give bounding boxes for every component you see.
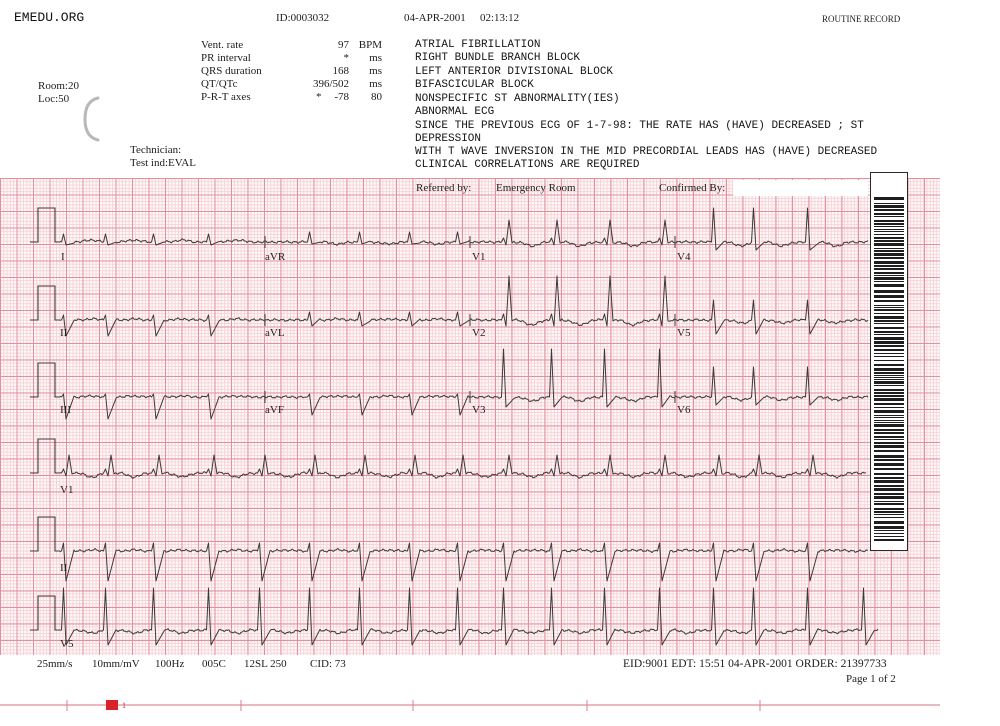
- axes-t-value: 80: [371, 91, 382, 103]
- rhythm-label-II: II: [60, 562, 68, 574]
- trace-V2: [470, 276, 675, 326]
- calibration-pulse-row2: [30, 286, 60, 320]
- calibration-pulse-row1: [30, 208, 60, 242]
- measurement-value-vent-rate: 97: [338, 39, 349, 51]
- trace-aVR: [265, 232, 470, 245]
- interpretation-line: WITH T WAVE INVERSION IN THE MID PRECORDIAL LEADS HAS (HAVE) DECREASED: [415, 146, 878, 158]
- lead-label-aVF: aVF: [265, 404, 284, 416]
- record-date: 04-APR-2001: [404, 12, 466, 24]
- referred-by-value: Emergency Room: [496, 182, 576, 194]
- loc: Loc:50: [38, 93, 70, 105]
- axes-label: P-R-T axes: [201, 91, 251, 103]
- rhythm-label-V1: V1: [60, 484, 74, 496]
- test-indication: Test ind:EVAL: [130, 157, 196, 169]
- lead-label-V6: V6: [677, 404, 691, 416]
- calibration-pulse-row3: [30, 363, 60, 397]
- footer-filter: 100Hz: [155, 658, 185, 670]
- measurement-value-pr-interval: *: [343, 52, 349, 64]
- interpretation-line: ABNORMAL ECG: [415, 106, 495, 118]
- measurement-unit-qrs-duration: ms: [369, 65, 382, 77]
- interpretation-line: RIGHT BUNDLE BRANCH BLOCK: [415, 52, 581, 64]
- interpretation-line: CLINICAL CORRELATIONS ARE REQUIRED: [415, 159, 640, 171]
- axes-p-value: *: [316, 91, 322, 103]
- trace-II: [60, 315, 265, 336]
- referred-by-label: Referred by:: [416, 182, 472, 194]
- measurement-unit-vent-rate: BPM: [358, 39, 382, 51]
- bracket-mark: [85, 98, 98, 140]
- interpretation-line: NONSPECIFIC ST ABNORMALITY(IES): [415, 93, 620, 105]
- trace-V6: [675, 367, 868, 405]
- lead-label-V3: V3: [472, 404, 486, 416]
- footer-code: 005C: [202, 658, 226, 670]
- interpretation-line: SINCE THE PREVIOUS ECG OF 1-7-98: THE RATE HAS (HAVE) DECREASED ; ST: [415, 120, 864, 132]
- interpretation-line: LEFT ANTERIOR DIVISIONAL BLOCK: [415, 66, 614, 78]
- calibration-pulse-row5: [30, 517, 60, 551]
- interpretation-line: ATRIAL FIBRILLATION: [415, 39, 541, 51]
- lead-label-V4: V4: [677, 251, 691, 263]
- calibration-pulse-row4: [30, 439, 60, 473]
- confirmed-by-label: Confirmed By:: [659, 182, 726, 194]
- axes-r-value: -78: [334, 91, 349, 103]
- footer-cid: CID: 73: [310, 658, 346, 670]
- calibration-pulse-row6: [30, 596, 60, 630]
- trace-V5: [675, 300, 868, 334]
- measurement-unit-pr-interval: ms: [369, 52, 382, 64]
- rhythm-label-V5: V5: [60, 638, 74, 650]
- measurement-value-qrs-duration: 168: [332, 65, 349, 77]
- measurement-label-vent-rate: Vent. rate: [201, 39, 244, 51]
- record-id: ID:0003032: [276, 12, 330, 24]
- lead-label-V1: V1: [472, 251, 486, 263]
- measurement-label-qt-qtc: QT/QTc: [201, 78, 238, 90]
- strip-marker-block: [106, 700, 118, 710]
- footer-device: 12SL 250: [244, 658, 287, 670]
- footer-gain: 10mm/mV: [92, 658, 140, 670]
- record-time: 02:13:12: [480, 12, 520, 24]
- rhythm-trace-V1: [60, 455, 866, 478]
- rhythm-trace-II: [60, 543, 868, 581]
- interpretation-line: DEPRESSION: [415, 133, 482, 145]
- trace-aVF: [265, 394, 470, 415]
- interpretation-line: BIFASCICULAR BLOCK: [415, 79, 534, 91]
- rhythm-trace-V5: [60, 588, 878, 645]
- lead-label-III: III: [60, 404, 71, 416]
- record-type: ROUTINE RECORD: [822, 14, 901, 24]
- footer-order-info: EID:9001 EDT: 15:51 04-APR-2001 ORDER: 21397733: [623, 658, 887, 670]
- watermark: EMEDU.ORG: [14, 10, 85, 25]
- strip-marker-label: 1: [122, 701, 126, 710]
- technician-label: Technician:: [130, 144, 182, 156]
- trace-III: [60, 394, 265, 419]
- trace-V3: [470, 349, 675, 407]
- room: Room:20: [38, 80, 79, 92]
- lead-label-V5: V5: [677, 327, 691, 339]
- lead-label-aVL: aVL: [265, 327, 285, 339]
- lead-label-I: I: [61, 251, 65, 263]
- lead-label-II: II: [60, 327, 68, 339]
- lead-label-aVR: aVR: [265, 251, 286, 263]
- measurement-label-pr-interval: PR interval: [201, 52, 251, 64]
- trace-V1: [470, 220, 675, 247]
- page-number: Page 1 of 2: [846, 673, 896, 685]
- trace-I: [60, 234, 265, 245]
- measurement-unit-qt-qtc: ms: [369, 78, 382, 90]
- trace-aVL: [265, 312, 470, 326]
- measurement-label-qrs-duration: QRS duration: [201, 65, 262, 77]
- trace-V4: [675, 208, 868, 250]
- footer-speed: 25mm/s: [37, 658, 73, 670]
- lead-label-V2: V2: [472, 327, 486, 339]
- measurement-value-qt-qtc: 396/502: [312, 78, 349, 90]
